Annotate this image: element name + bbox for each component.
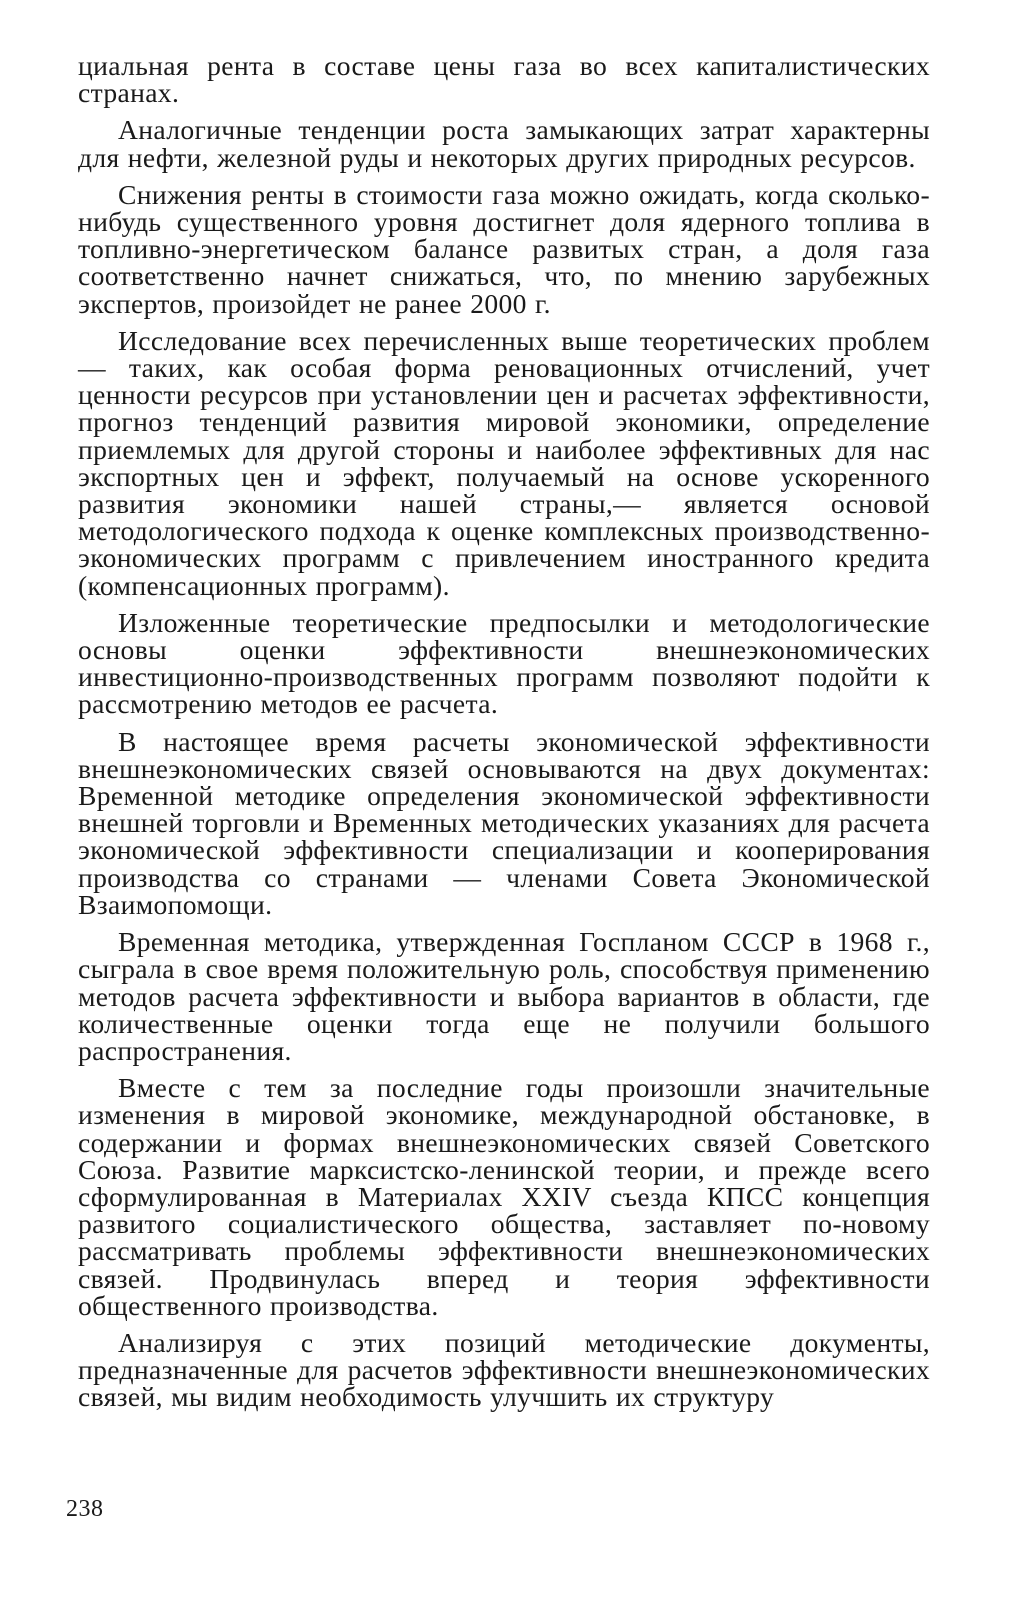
paragraph-1: циальная рента в составе цены газа во всех капиталистических странах. bbox=[78, 50, 930, 109]
paragraph-6: В настоящее время расчеты экономической эффективности внешнеэкономических связей основываются на двух документах: Временной методике определения экономической эффективности внешней торговли и Временных методических указаниях для расчета экономической эффективности специализации и кооперирования производства со странами — членами Совета Экономической Взаимопомощи. bbox=[78, 725, 930, 920]
page-body bbox=[78, 52, 930, 1411]
paragraph-7: Временная методика, утвержденная Госпланом СССР в 1968 г., сыграла в свое время положительную роль, способствуя применению методов расчета эффективности и выбора вариантов в области, где количественные оценки тогда еще не получили большого распространения. bbox=[78, 926, 930, 1066]
page-number: 238 bbox=[66, 1496, 104, 1522]
paragraph-5: Изложенные теоретические предпосылки и методологические основы оценки эффективности внешнеэкономических инвестиционно-производственных программ позволяют подойти к рассмотрению методов ее расчета. bbox=[78, 606, 930, 720]
paragraph-9: Анализируя с этих позиций методические документы, предназначенные для расчетов эффективности внешнеэкономических связей, мы видим необходимость улучшить их структуру bbox=[78, 1326, 930, 1413]
paragraph-8: Вместе с тем за последние годы произошли значительные изменения в мировой экономике, международной обстановке, в содержании и формах внешнеэкономических связей Советского Союза. Развитие марксистско-ленинской теории, и прежде всего сформулированная в Материалах XXIV съезда КПСС концепция развитого социалистического общества, заставляет по-новому рассматривать проблемы эффективности внешнеэкономических связей. Продвинулась вперед и теория эффективности общественного производства. bbox=[78, 1072, 930, 1321]
paragraph-4: Исследование всех перечисленных выше теоретических проблем — таких, как особая форма реновационных отчислений, учет ценности ресурсов при установлении цен и расчетах эффективности, прогноз тенденций развития мировой экономики, определение приемлемых для другой стороны и наиболее эффективных для нас экспортных цен и эффект, получаемый на основе ускоренного развития экономики нашей страны,— является основой методологического подхода к оценке комплексных производственно-экономических программ с привлечением иностранного кредита (компенсационных программ). bbox=[78, 324, 930, 601]
paragraph-2: Аналогичные тенденции роста замыкающих затрат характерны для нефти, железной руды и некоторых других природных ресурсов. bbox=[78, 114, 930, 173]
paragraph-3: Снижения ренты в стоимости газа можно ожидать, когда сколько-нибудь существенного уровня достигнет доля ядерного топлива в топливно-энергетическом балансе развитых стран, а доля газа соответственно начнет снижаться, что, по мнению зарубежных экспертов, произойдет не ранее 2000 г. bbox=[78, 178, 930, 319]
